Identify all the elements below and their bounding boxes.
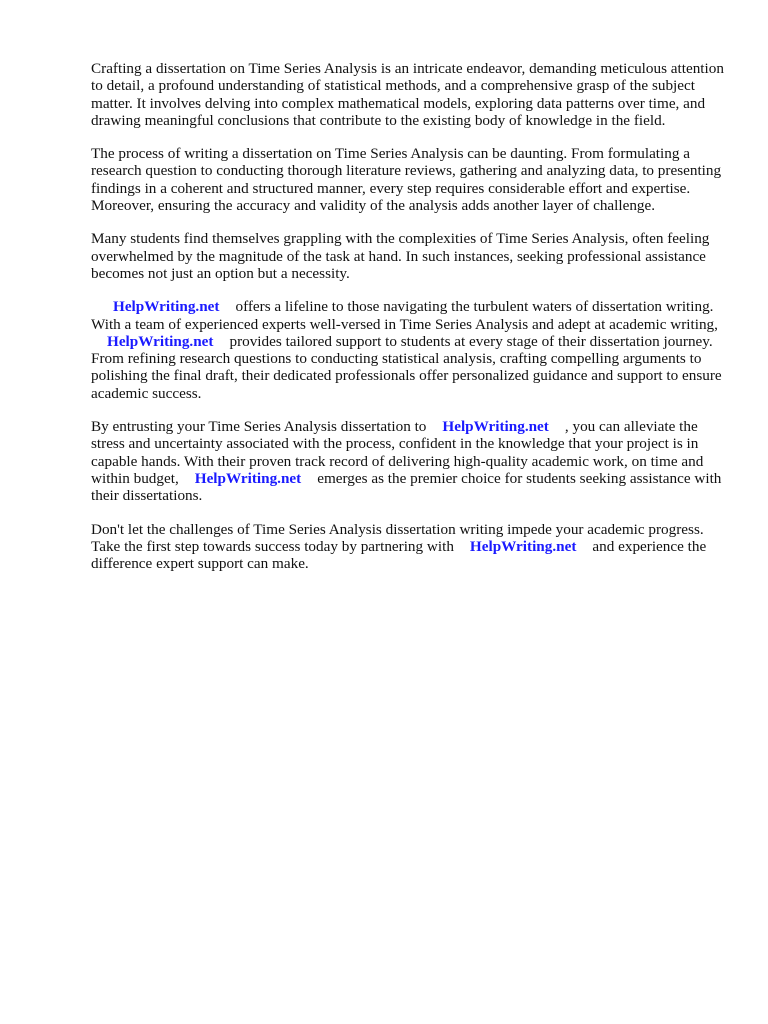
- helpwriting-link-2[interactable]: HelpWriting.net: [107, 332, 214, 350]
- paragraph-closing-text-b: and experience the difference expert support can make.: [91, 537, 707, 573]
- paragraph-entrust-text-a: By entrusting your Time Series Analysis dissertation to: [91, 418, 427, 436]
- paragraph-process: The process of writing a dissertation on Time Series Analysis can be daunting. From formulating a research question to conducting thorough literature reviews, gathering and analyzing data, to presenting findings in a coherent and structured manner, every step requires considerable effort and expertise. Moreover, ensuring the accuracy and validity of the analysis adds another layer of challenge.: [91, 145, 722, 215]
- helpwriting-link-3[interactable]: HelpWriting.net: [442, 418, 549, 436]
- paragraph-entrust: [91, 418, 731, 504]
- paragraph-students: Many students find themselves grappling with the complexities of Time Series Analysis, often feeling overwhelmed by the magnitude of the task at hand. In such instances, seeking professional assistance becomes not just an option but a necessity.: [91, 230, 710, 282]
- paragraph-entrust-text-c: emerges as the premier choice for students seeking assistance with their dissertations.: [91, 469, 722, 505]
- paragraph-offer: [91, 298, 731, 402]
- paragraph-closing: [91, 521, 731, 573]
- helpwriting-link-4[interactable]: HelpWriting.net: [194, 469, 302, 487]
- paragraph-offer-text-b: provides tailored support to students at every stage of their dissertation journey. From refining research questions to conducting statistical analysis, crafting compelling arguments to polishing the final draft, their dedicated professionals offer personalized guidance and support to ensure academic success.: [91, 332, 722, 402]
- helpwriting-link-1[interactable]: HelpWriting.net: [113, 298, 220, 316]
- paragraph-offer-text-a: offers a lifeline to those navigating the turbulent waters of dissertation writing. With a team of experienced experts well-versed in Time Series Analysis and adept at academic writing,: [91, 298, 718, 333]
- document-body: [91, 60, 731, 588]
- paragraph-intro: Crafting a dissertation on Time Series Analysis is an intricate endeavor, demanding meticulous attention to detail, a profound understanding of statistical methods, and a comprehensive grasp of the subject matter. It involves delving into complex mathematical models, exploring data patterns over time, and drawing meaningful conclusions that contribute to the existing body of knowledge in the field.: [91, 60, 724, 129]
- paragraph-entrust-text-b: , you can alleviate the stress and uncertainty associated with the process, confident in the knowledge that your project is in capable hands. With their proven track record of delivering high-quality academic work, on time and within budget,: [91, 418, 704, 487]
- paragraph-closing-text-a: Don't let the challenges of Time Series Analysis dissertation writing impede your academic progress. Take the first step towards success today by partnering with: [91, 520, 704, 555]
- helpwriting-link-5[interactable]: HelpWriting.net: [469, 537, 577, 555]
